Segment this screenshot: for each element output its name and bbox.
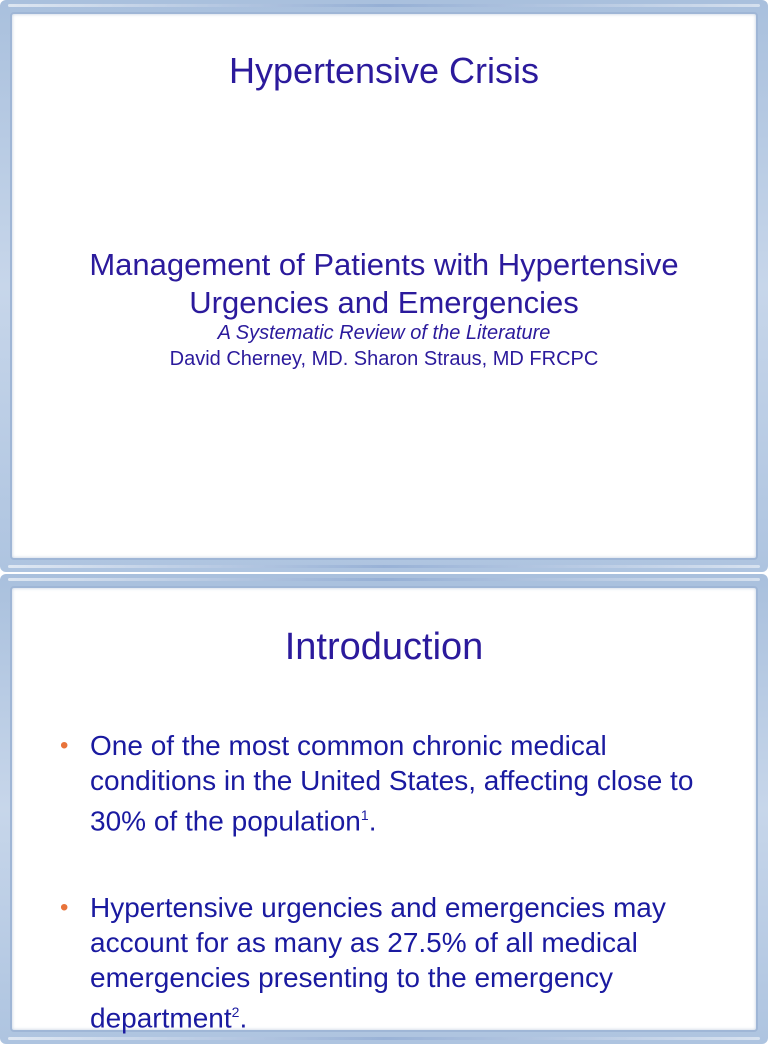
slide-1-subtitle [40, 246, 728, 322]
bullet-text: Hypertensive urgencies and emergencies may account for as many as 27.5% of all medical emergencies presenting to the emergency department [90, 892, 666, 1034]
subtitle-line-2: Urgencies and Emergencies [189, 285, 579, 320]
bullet-list [56, 728, 728, 1036]
footnote-ref: 2 [231, 1004, 240, 1021]
slide-1-italic-subtitle: A Systematic Review of the Literature [217, 322, 551, 344]
bullet-marker-icon: • [60, 894, 69, 922]
slide-1-authors: David Cherney, MD. Sharon Straus, MD FRCPC [169, 348, 599, 370]
slide-2 [0, 574, 768, 1044]
bullet-item [56, 890, 728, 1035]
subtitle-line-1: Management of Patients with Hypertensive [89, 247, 679, 282]
bullet-end: . [368, 805, 377, 837]
bullet-text: One of the most common chronic medical conditions in the United States, affecting close to 30% of the population [90, 730, 694, 837]
slide-2-title: Introduction [284, 626, 484, 668]
bullet-marker-icon: • [60, 732, 69, 759]
footnote-ref: 1 [360, 807, 369, 823]
bullet-item [56, 728, 728, 838]
bullet-end: . [239, 1002, 248, 1034]
slide-1-title: Hypertensive Crisis [228, 50, 540, 91]
